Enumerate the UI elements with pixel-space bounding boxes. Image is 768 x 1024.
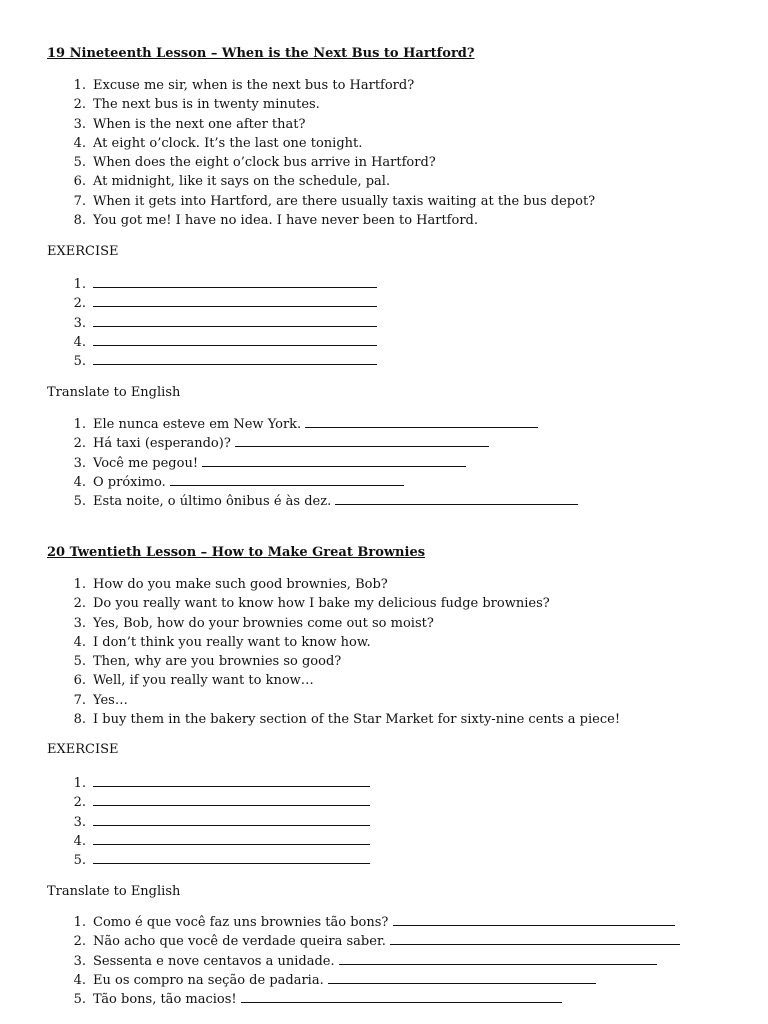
answer-blank[interactable]: [93, 294, 377, 307]
answer-blank[interactable]: [390, 932, 680, 945]
answer-blank[interactable]: [93, 793, 370, 806]
lesson-19-title: 19 Nineteenth Lesson – When is the Next Bus to Hartford?: [47, 46, 475, 61]
lesson-20-translate-label: Translate to English: [47, 884, 181, 899]
answer-blank[interactable]: [93, 314, 377, 327]
answer-blank[interactable]: [241, 990, 562, 1003]
answer-blank[interactable]: [202, 454, 466, 467]
answer-blank[interactable]: [328, 971, 596, 984]
answer-blank[interactable]: [93, 813, 370, 826]
answer-blank[interactable]: [93, 352, 377, 365]
answer-blank[interactable]: [93, 774, 370, 787]
lesson-20-exercise-label: EXERCISE: [47, 742, 119, 757]
answer-blank[interactable]: [235, 434, 489, 447]
lesson-19-translate-label: Translate to English: [47, 385, 181, 400]
answer-blank[interactable]: [93, 832, 370, 845]
answer-blank[interactable]: [170, 473, 404, 486]
answer-blank[interactable]: [93, 851, 370, 864]
lesson-19-exercise-label: EXERCISE: [47, 244, 119, 259]
answer-blank[interactable]: [339, 952, 657, 965]
answer-blank[interactable]: [305, 415, 538, 428]
lesson-20-title: 20 Twentieth Lesson – How to Make Great Brownies: [47, 545, 426, 560]
answer-blank[interactable]: [393, 913, 675, 926]
answer-blank[interactable]: [93, 275, 377, 288]
answer-blank[interactable]: [335, 492, 578, 505]
worksheet-page: 19 Nineteenth Lesson – When is the Next Bus to Hartford? 1. Excuse me sir, when is the next bus to Hartford? 2. The next bus is in twenty minutes. 3. When is the next one after that? 4. At eight o’clock. It’s the last one tonight. 5. When does the eight o’clock bus arrive in Hartford? 6. At midnight, like it says on the schedule, pal. 7. When it gets into Hartford, are there usually taxis waiting at the bus depot? 8. You got me! I have no idea. I have never been to Hartford. EXERCISE 1. 2. 3. 4. 5. Translate to English 1. Ele nunca esteve em New York. 2. Há taxi (esperando)? 3. Você me pegou! 4. O próximo. 5. Esta noite, o último ônibus é às dez. 20 Twentieth Lesson – How to Make Great Brownies 1. How do you make such good brownies, Bob? 2. Do you really want to know how I bake my delicious fudge brownies? 3. Yes, Bob, how do your brownies come out so moist? 4. I don’t think you really want to know how. 5. Then, why are you brownies so good? 6. Well, if you really want to know… 7. Yes… 8. I buy them in the bakery section of the Star Market for sixty-nine cents a piece! EXERCISE 1. 2. 3. 4. 5. Translate to English 1. Como é que você faz uns brownies tão bons? 2. Não acho que você de verdade queira saber. 3. Sessenta e nove centavos a unidade. 4. Eu os compro na seção de padaria. 5. Tão bons, tão macios!: [0, 0, 768, 1024]
answer-blank[interactable]: [93, 333, 377, 346]
